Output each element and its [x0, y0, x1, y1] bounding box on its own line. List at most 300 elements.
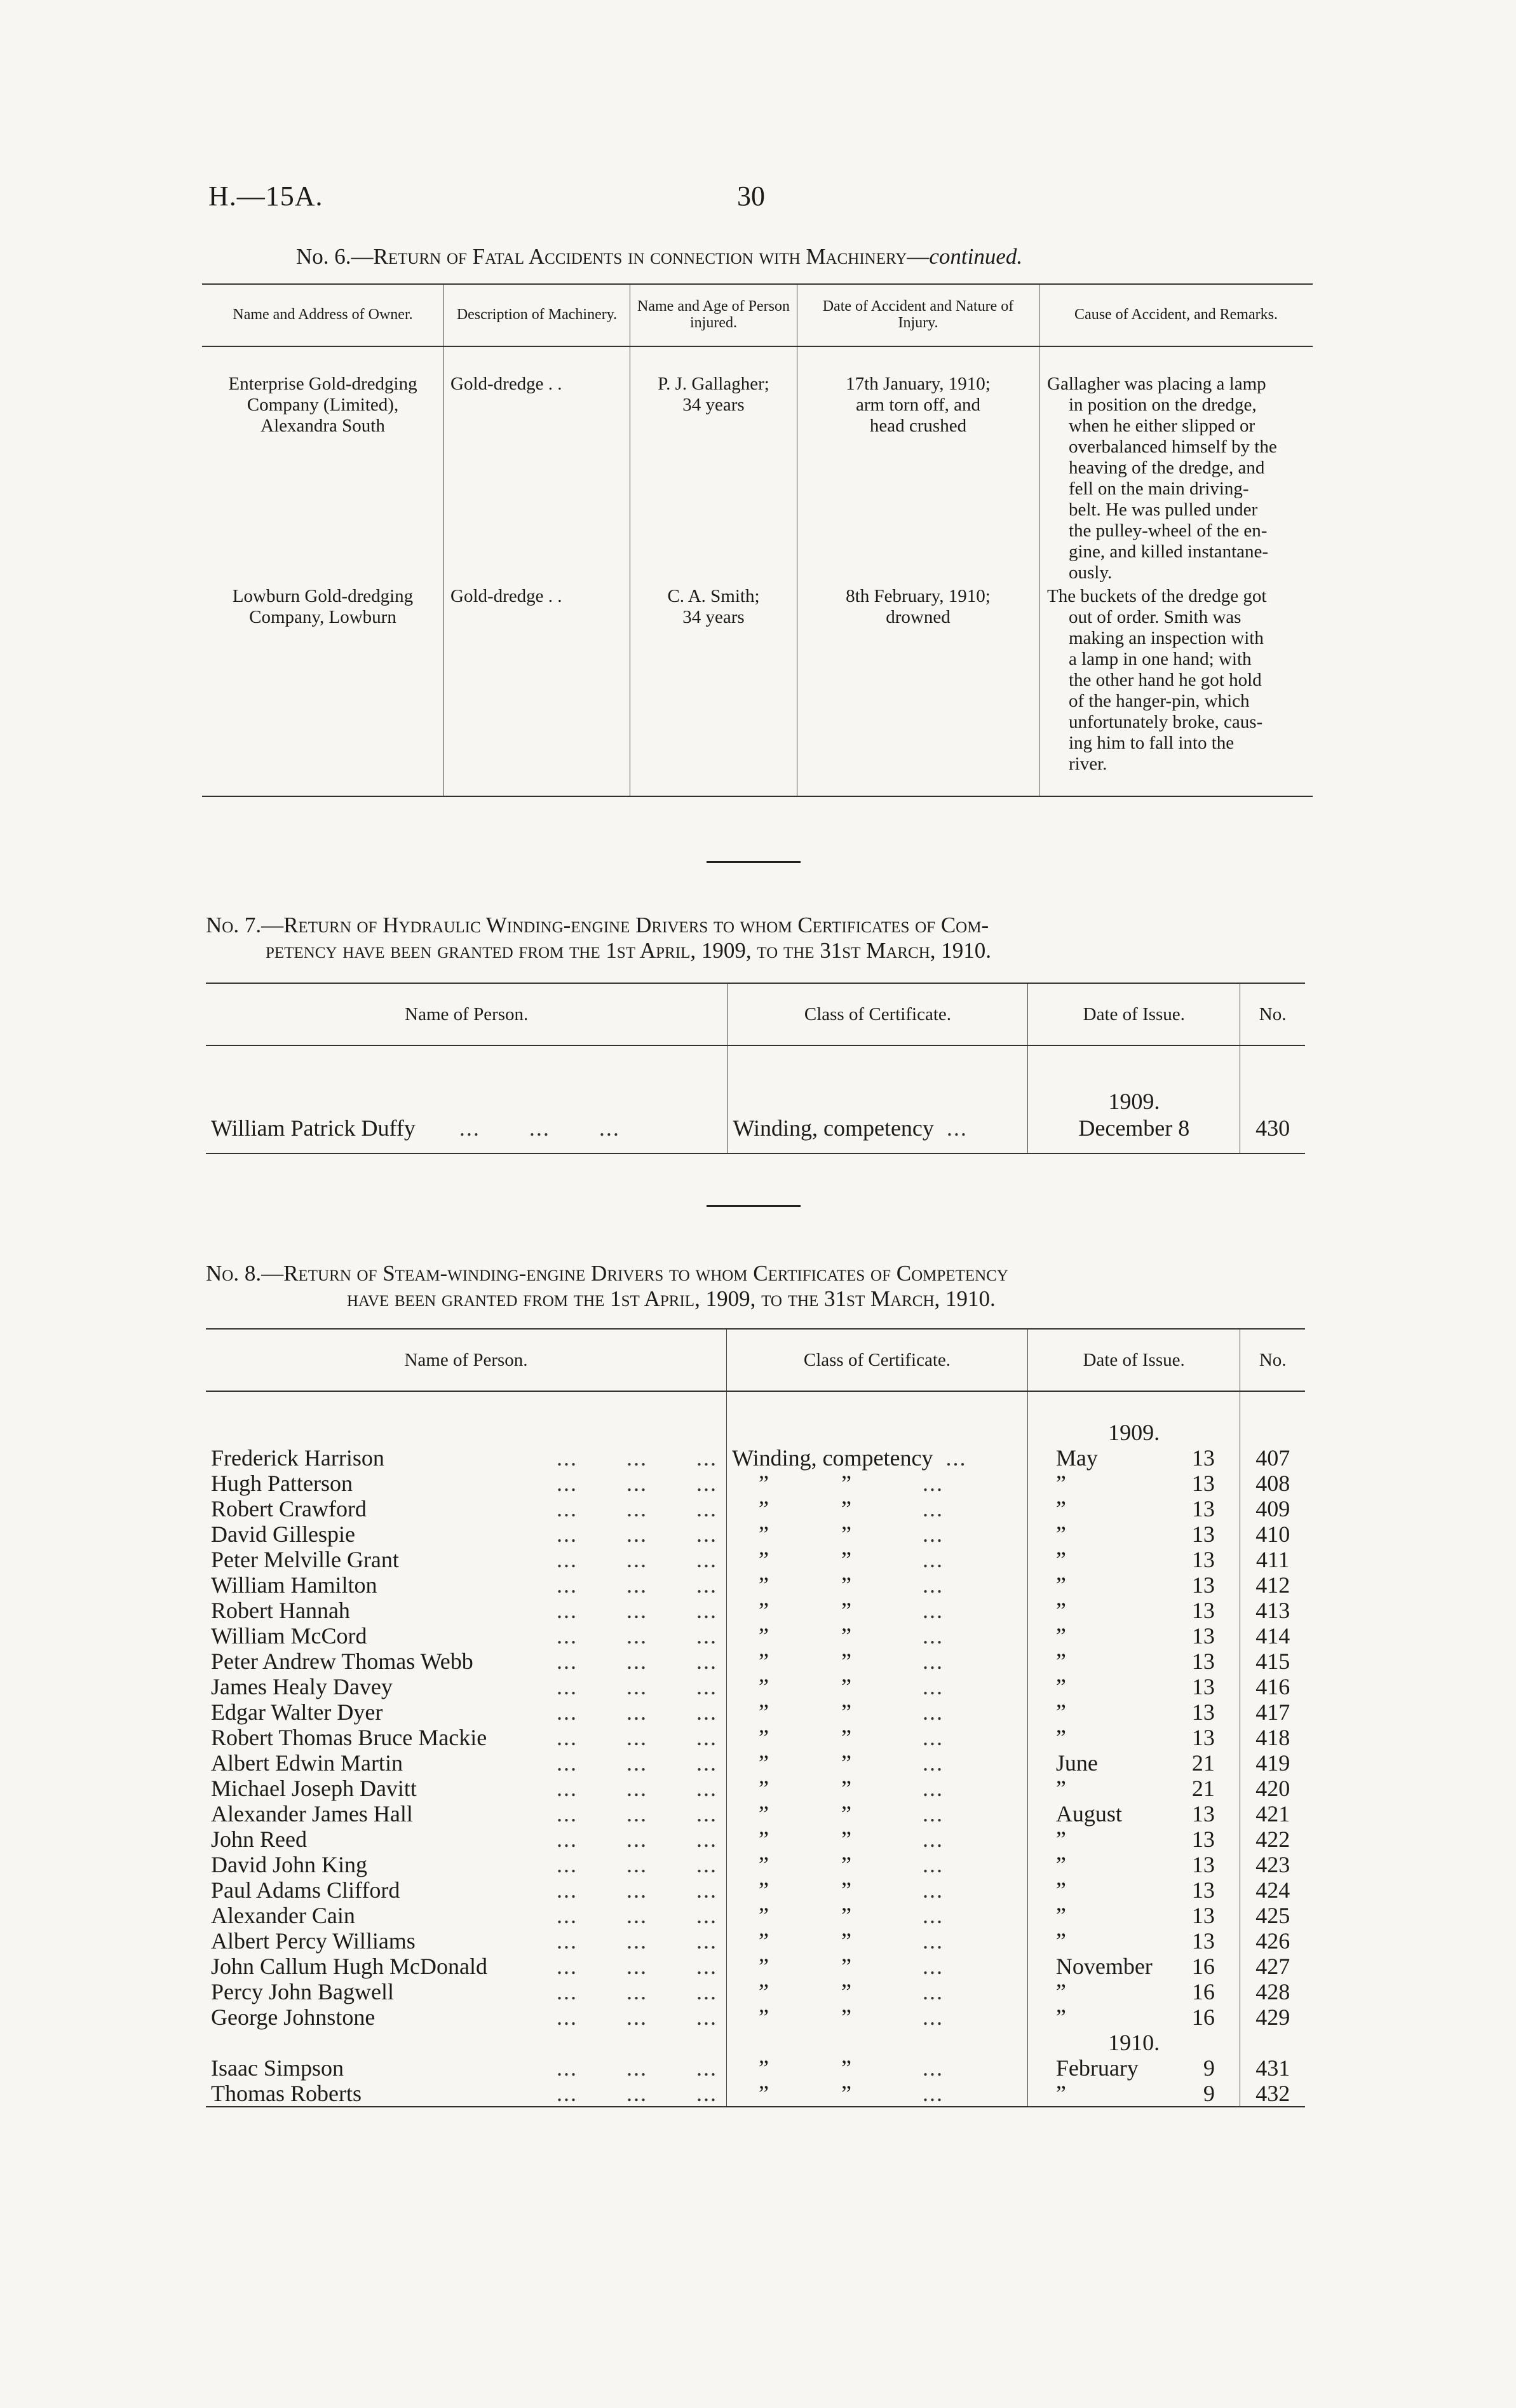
name-cell [206, 1445, 727, 1471]
leader-dots: ... ... ... [557, 1699, 718, 1725]
date-line: 17th January, 1910; [846, 374, 991, 394]
issue-month: ” [1055, 2004, 1066, 2030]
leader-dots: ... ... ... [557, 2081, 718, 2106]
leader-dots: ... ... ... [557, 1826, 718, 1852]
ditto-mark: ” [841, 1496, 852, 1521]
leader-dots: ... ... ... [557, 1852, 718, 1877]
table-row [206, 2004, 1305, 2030]
leader-dots: ... [923, 1572, 944, 1598]
leader-dots: ... ... ... [557, 1547, 718, 1572]
owner-cell [202, 346, 444, 583]
leader-dots: ... [923, 1776, 944, 1801]
date-cell [797, 346, 1039, 583]
issue-month: ” [1055, 1852, 1066, 1877]
date-cell [1027, 1725, 1240, 1750]
ditto-mark: ” [759, 1598, 769, 1623]
issue-day: 16 [1191, 1954, 1215, 1979]
issue-day: 13 [1191, 1598, 1215, 1623]
ditto-mark: ” [841, 1801, 852, 1826]
person-name: William Patrick Duffy [211, 1115, 416, 1141]
leader-dots: ... [923, 1903, 944, 1928]
date-cell [1027, 1750, 1240, 1776]
name-cell [206, 1623, 727, 1649]
date-line: 8th February, 1910; [846, 586, 991, 606]
table-row [206, 1928, 1305, 1954]
number-cell: 420 [1240, 1776, 1305, 1801]
ditto-mark: ” [841, 1572, 852, 1598]
table7-title-line2: petency have been granted from the 1st April, 1909, to the 31st March, 1910. [266, 938, 992, 963]
class-cell [727, 1547, 1028, 1572]
person-name: Hugh Patterson [211, 1471, 353, 1496]
leader-dots: ... [923, 2055, 944, 2081]
table6-header-row [202, 284, 1313, 346]
issue-month: ” [1055, 2081, 1066, 2106]
date-cell [1027, 1649, 1240, 1674]
number-cell: 422 [1240, 1826, 1305, 1852]
leader-dots: ... [923, 1699, 944, 1725]
date-cell [1027, 1674, 1240, 1699]
cause-line: a lamp in one hand; with [1069, 649, 1252, 669]
ditto-mark: ” [841, 1826, 852, 1852]
name-cell [206, 1045, 728, 1153]
person-name: Edgar Walter Dyer [211, 1699, 383, 1725]
class-cell [727, 1623, 1028, 1649]
person-line: C. A. Smith; [667, 586, 760, 606]
number-cell: 424 [1240, 1877, 1305, 1903]
ditto-mark: ” [841, 1903, 852, 1928]
person-name: Robert Hannah [211, 1598, 350, 1623]
cause-line: ing him to fall into the [1069, 733, 1235, 753]
ditto-mark: ” [841, 1954, 852, 1979]
name-cell [206, 2030, 727, 2055]
cause-line: gine, and killed instantane- [1069, 541, 1269, 562]
cause-line: of the hanger-pin, which [1069, 691, 1250, 711]
issue-day: 13 [1191, 1572, 1215, 1598]
ditto-mark: ” [841, 1877, 852, 1903]
date-cell [1027, 1852, 1240, 1877]
number-cell: 421 [1240, 1801, 1305, 1826]
leader-dots: ... ... ... [557, 1877, 718, 1903]
cause-line: fell on the main driving- [1069, 479, 1249, 499]
leader-dots: ... ... ... [557, 2055, 718, 2081]
ditto-mark: ” [841, 1750, 852, 1776]
table6-title-prefix: No. 6.— [296, 244, 374, 269]
person-name: Peter Melville Grant [211, 1547, 399, 1572]
issue-day: 9 [1203, 2055, 1215, 2081]
ditto-mark: ” [759, 1826, 769, 1852]
issue-day: 13 [1191, 1649, 1215, 1674]
class-cell [727, 1928, 1028, 1954]
number-cell: 410 [1240, 1521, 1305, 1547]
table-row [206, 1877, 1305, 1903]
issue-day: 13 [1191, 1521, 1215, 1547]
issue-month: ” [1055, 1623, 1066, 1649]
ditto-mark: ” [841, 1547, 852, 1572]
issue-day: 9 [1203, 2081, 1215, 2106]
leader-dots: ... [923, 1649, 944, 1674]
cause-line: river. [1069, 754, 1107, 774]
leader-dots: ... [923, 1954, 944, 1979]
number-cell: 414 [1240, 1623, 1305, 1649]
owner-line: Company (Limited), [247, 395, 399, 415]
col-date: Date of Accident and Nature of Injury. [797, 284, 1039, 346]
issue-day: 13 [1191, 1547, 1215, 1572]
number-cell: 428 [1240, 1979, 1305, 2004]
owner-line: Lowburn Gold-dredging [232, 586, 414, 606]
class-cell [727, 1877, 1028, 1903]
person-name: Michael Joseph Davitt [211, 1776, 417, 1801]
table-row [206, 1750, 1305, 1776]
person-name: Isaac Simpson [211, 2055, 344, 2081]
number-cell: 430 [1240, 1045, 1305, 1153]
ditto-mark: ” [759, 1928, 769, 1954]
date-cell [1027, 1547, 1240, 1572]
page-number: 30 [737, 180, 765, 212]
table-row [206, 1852, 1305, 1877]
section-divider [707, 1205, 801, 1207]
leader-dots: ... ... ... [557, 1445, 718, 1471]
table-row [206, 1496, 1305, 1521]
col-no: No. [1240, 983, 1305, 1045]
issue-month: ” [1055, 1521, 1066, 1547]
person-name: Percy John Bagwell [211, 1979, 394, 2004]
col-name: Name of Person. [206, 983, 728, 1045]
machinery-cell: Gold-dredge . . [444, 346, 630, 583]
cause-line: the pulley-wheel of the en- [1069, 520, 1268, 541]
table-row [206, 1826, 1305, 1852]
class-cell [727, 1750, 1028, 1776]
name-cell [206, 1572, 727, 1598]
cause-line: ously. [1069, 562, 1113, 583]
name-cell [206, 1826, 727, 1852]
name-cell [206, 1801, 727, 1826]
leader-dots: ... [923, 1826, 944, 1852]
fatal-accidents-table [202, 283, 1313, 799]
table8-bottom-rule [206, 2107, 1305, 2110]
issue-day: 13 [1191, 1445, 1215, 1471]
ditto-mark: ” [759, 1877, 769, 1903]
issue-day: 13 [1191, 1826, 1215, 1852]
name-cell [206, 1699, 727, 1725]
leader-dots: ... ... ... [557, 1928, 718, 1954]
ditto-mark: ” [841, 2055, 852, 2081]
table-row [206, 1979, 1305, 2004]
cause-line: The buckets of the dredge got [1047, 586, 1267, 606]
leader-dots: ... [923, 1521, 944, 1547]
leader-dots: ... [939, 1115, 968, 1141]
issue-year: 1909. [1108, 1089, 1160, 1114]
table-row [206, 1776, 1305, 1801]
issue-day: 13 [1191, 1699, 1215, 1725]
table8-title [206, 1261, 1305, 1312]
table-row [206, 1572, 1305, 1598]
cause-line: when he either slipped or [1069, 416, 1255, 436]
issue-day: 21 [1191, 1776, 1215, 1801]
ditto-mark: ” [841, 1471, 852, 1496]
issue-month: February [1055, 2055, 1139, 2081]
col-class: Class of Certificate. [728, 983, 1028, 1045]
ditto-mark: ” [841, 1852, 852, 1877]
leader-dots: ... [923, 1725, 944, 1750]
name-cell [206, 2004, 727, 2030]
class-cell [727, 1852, 1028, 1877]
number-cell: 432 [1240, 2081, 1305, 2107]
issue-day: 13 [1191, 1623, 1215, 1649]
ditto-mark: ” [759, 1471, 769, 1496]
name-cell [206, 1954, 727, 1979]
table-row [206, 1547, 1305, 1572]
class-cell [727, 1471, 1028, 1496]
issue-day: 16 [1191, 2004, 1215, 2030]
certificate-class: Winding, competency [733, 1115, 934, 1141]
table7-title [206, 913, 1305, 963]
issue-month: November [1055, 1954, 1153, 1979]
leader-dots: ... ... ... [557, 1801, 718, 1826]
steam-drivers-table [206, 1328, 1305, 2110]
table-row [206, 1471, 1305, 1496]
issue-month: ” [1055, 1903, 1066, 1928]
number-cell: 417 [1240, 1699, 1305, 1725]
hydraulic-drivers-table [206, 983, 1305, 1157]
ditto-mark: ” [759, 1623, 769, 1649]
ditto-mark: ” [841, 1776, 852, 1801]
col-cause: Cause of Accident, and Remarks. [1039, 284, 1313, 346]
ditto-mark: ” [759, 1699, 769, 1725]
ditto-mark: ” [759, 1776, 769, 1801]
person-name: William Hamilton [211, 1572, 377, 1598]
leader-dots: ... ... ... [557, 1572, 718, 1598]
cause-line: in position on the dredge, [1069, 395, 1257, 415]
name-cell [206, 1471, 727, 1496]
table-row [206, 1521, 1305, 1547]
issue-month: ” [1055, 1471, 1066, 1496]
ditto-mark: ” [759, 1674, 769, 1699]
date-cell [797, 583, 1039, 796]
table7-header-row [206, 983, 1305, 1045]
issue-day: 13 [1191, 1928, 1215, 1954]
name-cell [206, 2081, 727, 2107]
class-cell [727, 1776, 1028, 1801]
ditto-mark: ” [759, 1852, 769, 1877]
table6-title [296, 244, 1022, 269]
date-cell [1027, 1826, 1240, 1852]
leader-dots: ... [938, 1445, 967, 1471]
name-cell [206, 1877, 727, 1903]
col-name: Name of Person. [206, 1329, 727, 1391]
ditto-mark: ” [841, 1674, 852, 1699]
leader-dots: ... ... ... [557, 1521, 718, 1547]
table-row [202, 346, 1313, 583]
person-name: John Callum Hugh McDonald [211, 1954, 487, 1979]
class-cell [727, 1674, 1028, 1699]
date-cell [1027, 1572, 1240, 1598]
ditto-mark: ” [759, 1954, 769, 1979]
leader-dots: ... [923, 1547, 944, 1572]
leader-dots: ... ... ... [557, 1598, 718, 1623]
number-cell: 413 [1240, 1598, 1305, 1623]
cause-line: the other hand he got hold [1069, 670, 1262, 690]
date-line: arm torn off, and [856, 395, 980, 415]
cause-line: heaving of the dredge, and [1069, 458, 1265, 478]
class-cell [727, 1954, 1028, 1979]
number-cell: 426 [1240, 1928, 1305, 1954]
name-cell [206, 1852, 727, 1877]
number-cell: 408 [1240, 1471, 1305, 1496]
class-cell [727, 1699, 1028, 1725]
table-row [206, 1699, 1305, 1725]
issue-day: 13 [1191, 1725, 1215, 1750]
table6-bottom-rule [202, 796, 1313, 799]
leader-dots: ... [923, 1496, 944, 1521]
owner-line: Alexandra South [261, 416, 385, 436]
class-cell [728, 1045, 1028, 1153]
date-line: drowned [886, 607, 951, 627]
person-name: Albert Percy Williams [211, 1928, 416, 1954]
date-line: head crushed [869, 416, 967, 436]
certificate-class: Winding, competency [732, 1445, 933, 1471]
issue-month: ” [1055, 1547, 1066, 1572]
issue-day: 13 [1191, 1877, 1215, 1903]
leader-dots: ... [923, 1623, 944, 1649]
number-cell: 412 [1240, 1572, 1305, 1598]
date-cell [1027, 1598, 1240, 1623]
table-row [206, 1674, 1305, 1699]
leader-dots: ... [923, 1928, 944, 1954]
number-cell: 407 [1240, 1445, 1305, 1471]
table-row [206, 1725, 1305, 1750]
date-cell [1027, 1928, 1240, 1954]
date-cell [1027, 1471, 1240, 1496]
cause-line: Gallagher was placing a lamp [1047, 374, 1266, 394]
leader-dots: ... [923, 1750, 944, 1776]
cause-line: belt. He was pulled under [1069, 500, 1258, 520]
number-cell: 419 [1240, 1750, 1305, 1776]
leader-dots: ... [923, 1801, 944, 1826]
leader-dots: ... ... ... [557, 1623, 718, 1649]
table-row [206, 1045, 1305, 1153]
leader-dots: ... ... ... [557, 1954, 718, 1979]
table-row [206, 1598, 1305, 1623]
table8-title-line2: have been granted from the 1st April, 1909, to the 31st March, 1910. [347, 1286, 996, 1311]
person-name: David Gillespie [211, 1521, 355, 1547]
ditto-mark: ” [759, 1750, 769, 1776]
col-no: No. [1240, 1329, 1305, 1391]
issue-date: December 8 [1078, 1115, 1190, 1141]
table8-body [206, 1391, 1305, 2107]
table-row [202, 583, 1313, 796]
issue-month: ” [1055, 1674, 1066, 1699]
name-cell [206, 1391, 727, 1445]
table-row [206, 1623, 1305, 1649]
name-cell [206, 1649, 727, 1674]
issue-month: ” [1055, 1928, 1066, 1954]
table7-title-line1: No. 7.—Return of Hydraulic Winding-engine Drivers to whom Certificates of Com- [206, 913, 989, 937]
class-cell [727, 1445, 1028, 1471]
name-cell [206, 1598, 727, 1623]
table-row [206, 2081, 1305, 2107]
person-name: Robert Crawford [211, 1496, 367, 1521]
number-cell: 431 [1240, 2055, 1305, 2081]
year-row [206, 2030, 1305, 2055]
ditto-mark: ” [759, 1572, 769, 1598]
date-cell [1027, 1877, 1240, 1903]
number-cell [1240, 1391, 1305, 1445]
date-cell [1027, 1521, 1240, 1547]
issue-month: ” [1055, 1979, 1066, 2004]
year-cell: 1910. [1027, 2030, 1240, 2055]
date-cell [1027, 1903, 1240, 1928]
page-reference: H.—15A. [208, 180, 323, 212]
machinery-cell: Gold-dredge . . [444, 583, 630, 796]
section-divider [707, 861, 801, 863]
ditto-mark: ” [759, 2004, 769, 2030]
leader-dots: ... [923, 1852, 944, 1877]
date-cell [1027, 1623, 1240, 1649]
ditto-mark: ” [841, 1598, 852, 1623]
ditto-mark: ” [759, 2081, 769, 2106]
date-cell [1027, 2055, 1240, 2081]
leader-dots: ... [923, 1598, 944, 1623]
person-name: Robert Thomas Bruce Mackie [211, 1725, 487, 1750]
person-name: Alexander James Hall [211, 1801, 413, 1826]
number-cell: 429 [1240, 2004, 1305, 2030]
issue-month: ” [1055, 1826, 1066, 1852]
person-name: James Healy Davey [211, 1674, 393, 1699]
date-cell [1027, 1699, 1240, 1725]
ditto-mark: ” [841, 1623, 852, 1649]
table7-bottom-rule [206, 1153, 1305, 1157]
ditto-mark: ” [759, 1496, 769, 1521]
class-cell [727, 1903, 1028, 1928]
col-class: Class of Certificate. [727, 1329, 1028, 1391]
leader-dots: ... ... ... [459, 1115, 620, 1141]
name-cell [206, 1496, 727, 1521]
name-cell [206, 1725, 727, 1750]
ditto-mark: ” [759, 1649, 769, 1674]
table-row [206, 1954, 1305, 1979]
class-cell [727, 1826, 1028, 1852]
issue-month: ” [1055, 1598, 1066, 1623]
issue-month: ” [1055, 1572, 1066, 1598]
name-cell [206, 1928, 727, 1954]
issue-month: May [1055, 1445, 1098, 1471]
ditto-mark: ” [841, 1725, 852, 1750]
issue-month: ” [1055, 1877, 1066, 1903]
table6-title-suffix: continued. [929, 244, 1023, 269]
number-cell: 416 [1240, 1674, 1305, 1699]
leader-dots: ... ... ... [557, 1496, 718, 1521]
issue-day: 13 [1191, 1471, 1215, 1496]
number-cell [1240, 2030, 1305, 2055]
year-cell: 1909. [1027, 1391, 1240, 1445]
issue-day: 13 [1191, 1903, 1215, 1928]
ditto-mark: ” [759, 1903, 769, 1928]
person-name: David John King [211, 1852, 367, 1877]
issue-month: ” [1055, 1699, 1066, 1725]
leader-dots: ... ... ... [557, 1776, 718, 1801]
ditto-mark: ” [841, 1699, 852, 1725]
table-row [206, 1903, 1305, 1928]
leader-dots: ... [923, 2004, 944, 2030]
leader-dots: ... [923, 1877, 944, 1903]
leader-dots: ... ... ... [557, 1979, 718, 2004]
ditto-mark: ” [841, 1649, 852, 1674]
class-cell [727, 1649, 1028, 1674]
leader-dots: ... ... ... [557, 2004, 718, 2030]
issue-month: ” [1055, 1776, 1066, 1801]
class-cell [727, 2055, 1028, 2081]
issue-day: 13 [1191, 1801, 1215, 1826]
